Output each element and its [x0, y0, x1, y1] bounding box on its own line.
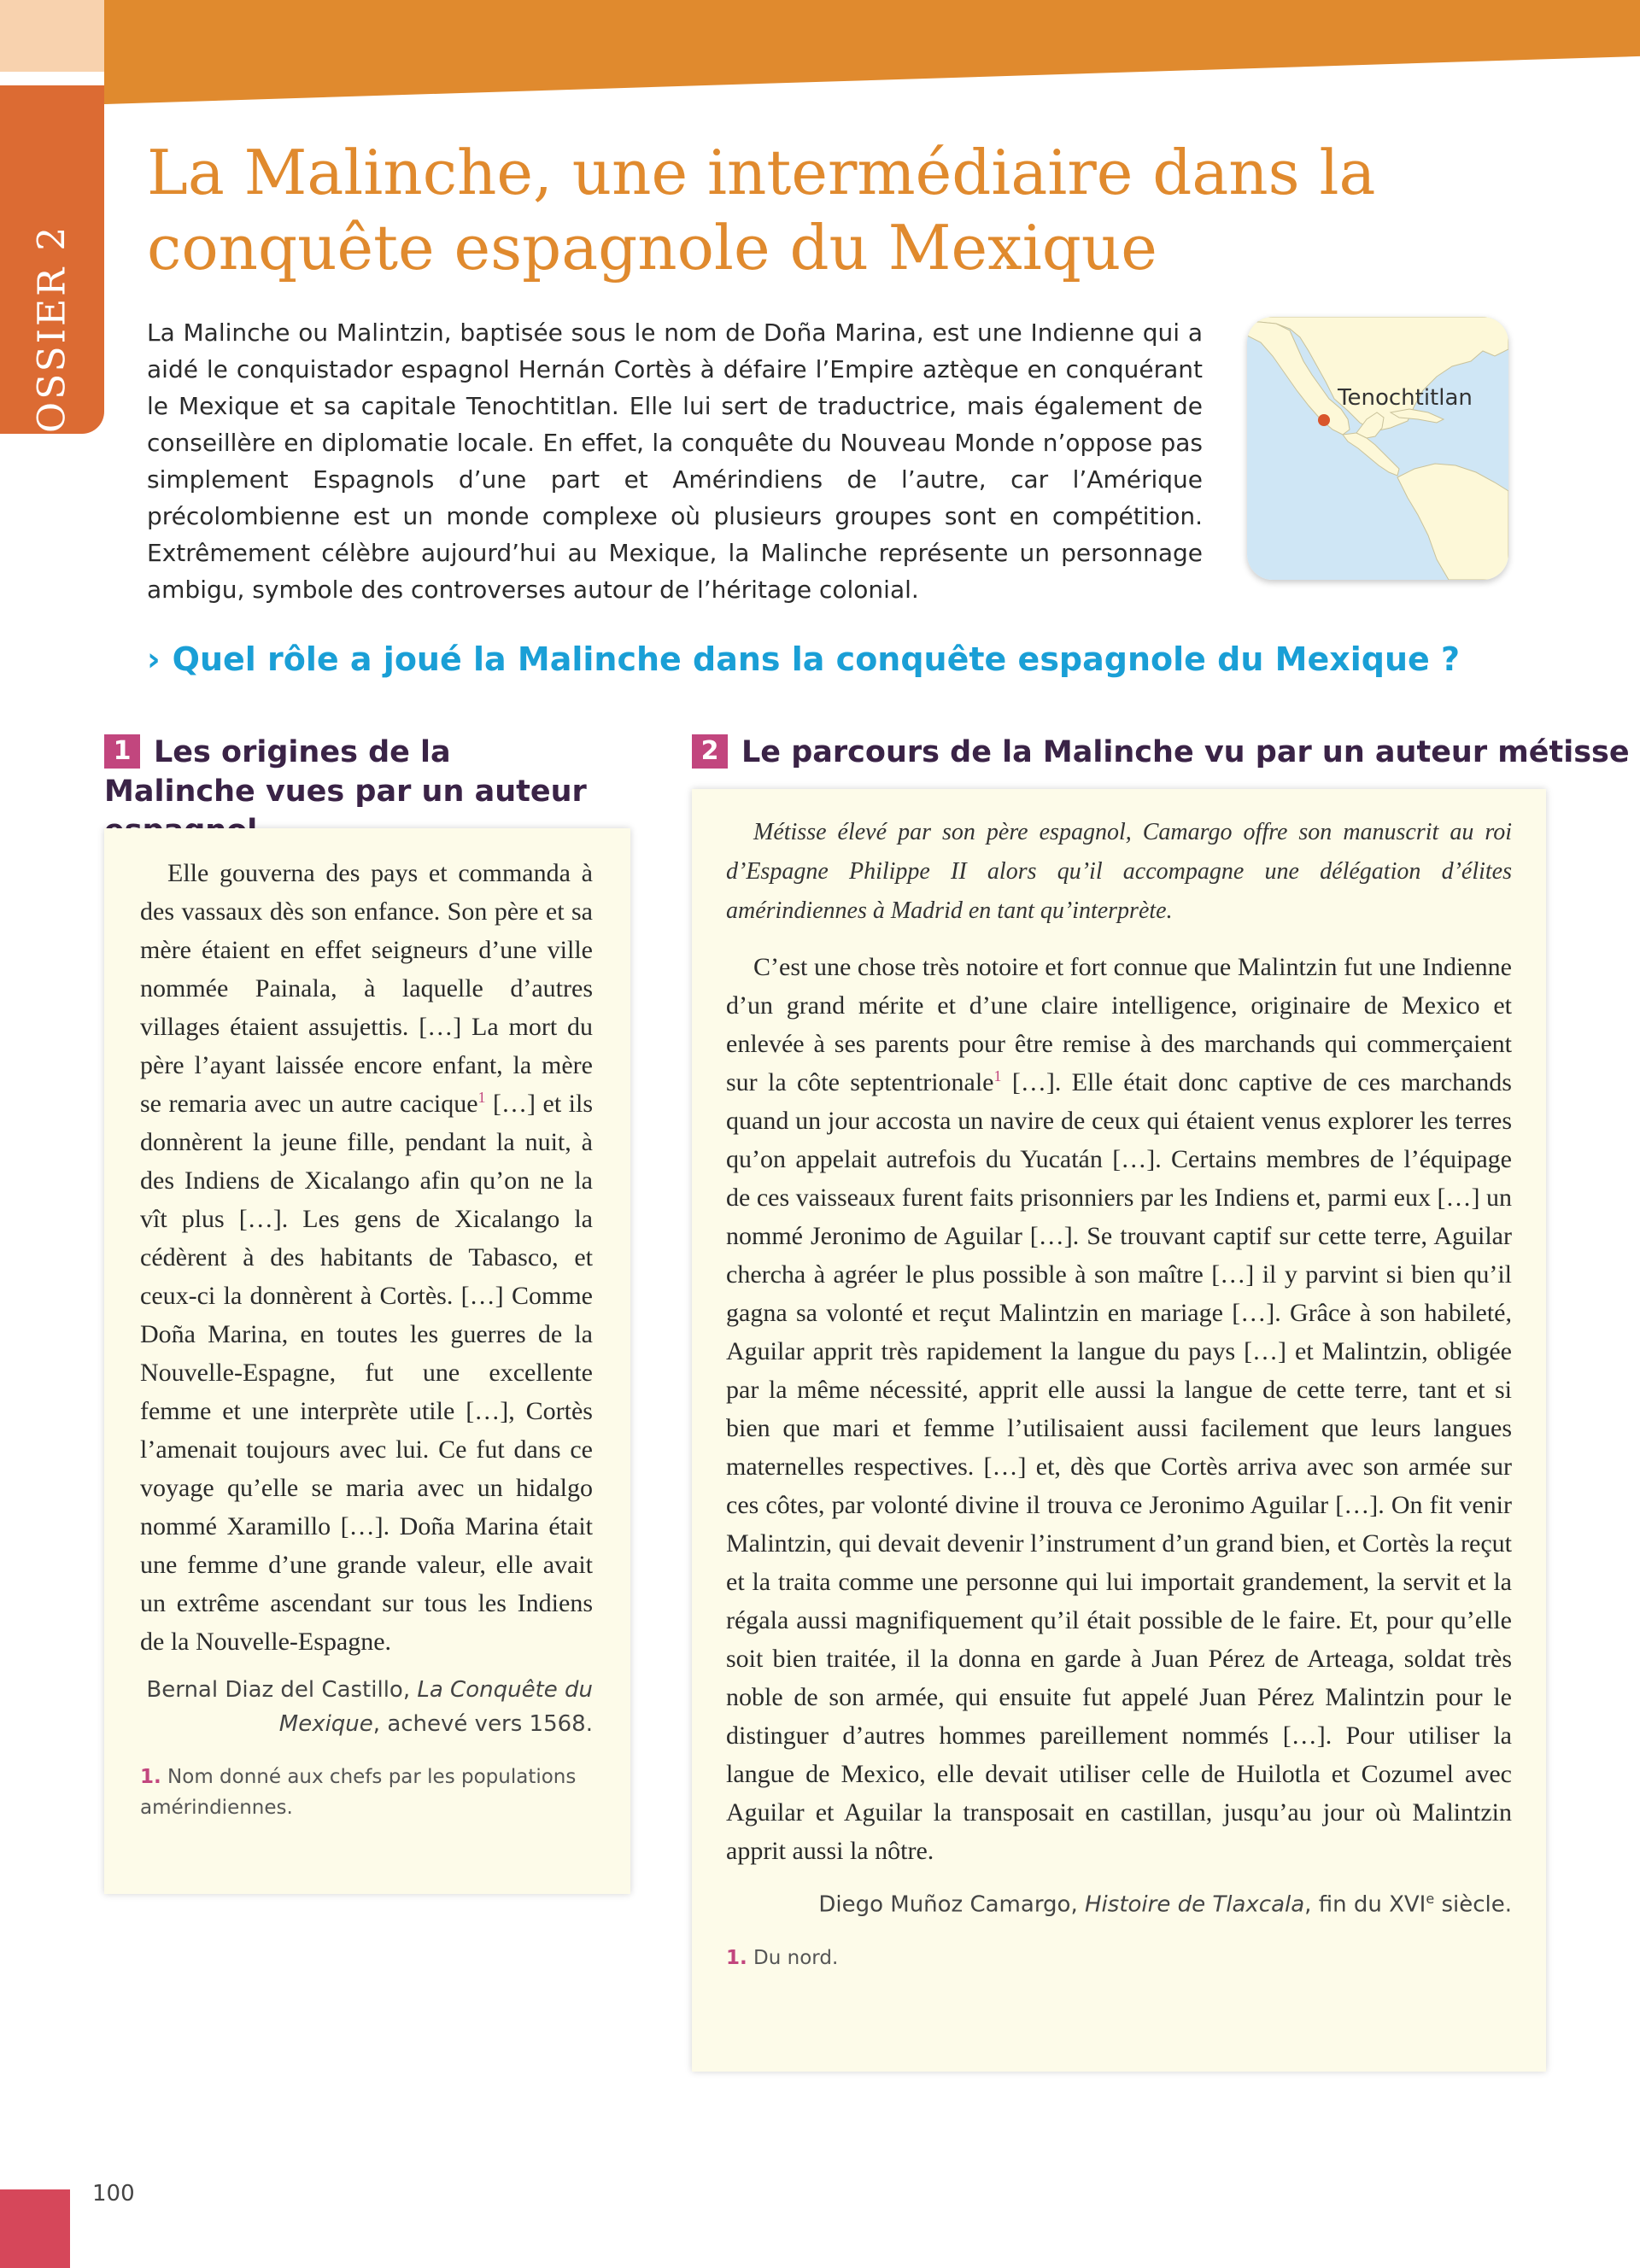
doc2-note-number: 1. — [726, 1946, 747, 1969]
dossier-tab — [0, 85, 104, 466]
doc2-text-part-a: C’est une chose très notoire et fort connue que Malintzin fut une Indienne d’un grand mérite et d’une claire intelligence, originaire de Mexico et enlevée à ses parents pour être remise à des marchands qui commerçaient sur la côte septentrionale — [726, 953, 1512, 1096]
doc1-footnote-ref: 1 — [477, 1089, 486, 1106]
doc2-source — [726, 1882, 1512, 1922]
chevron-right-icon: › — [147, 640, 161, 678]
doc1-heading-text: Les origines de la Malinche vues par un auteur — [104, 735, 587, 809]
doc2-footnote-ref: 1 — [993, 1067, 1002, 1084]
doc2-source-title: Histoire de Tlaxcala — [1085, 1891, 1305, 1918]
doc1-source-date: , achevé vers 1568. — [372, 1711, 593, 1737]
doc1-text-part-b: […] et ils donnèrent la jeune fille, pendant la nuit, à des Indiens de Xicalango afin qu’on ne la vît plus […]. Les gens de Xicalango la cédèrent à des habitants de Tabasco, et ceux-ci la donnèrent à Cortès. […] Comme Doña Marina, en toutes les guerres de la Nouvelle-Espagne, fut une excellente femme et une interprète utile […], Cortès l’amenait toujours avec lui. Ce fut dans ce voyage qu’elle se maria avec un hidalgo nommé Xaramillo […]. Doña Marina était une femme d’une grande valeur, elle avait un extrême ascendant sur tous les Indiens de la Nouvelle-Espagne. — [140, 1090, 593, 1656]
doc1-note-text: Nom donné aux chefs par les populations amérindiennes. — [140, 1766, 577, 1819]
key-question-text: Quel rôle a joué la Malinche dans la conquête espagnole du Mexique ? — [172, 640, 1461, 678]
doc2-source-date: , fin du XVI — [1304, 1891, 1426, 1918]
doc2-intro: Métisse élevé par son père espagnol, Camargo offre son manuscrit au roi d’Espagne Philippe II alors qu’il accompagne une délégation d’élites amérindiennes à Madrid en tant qu’interprète. — [726, 819, 1512, 924]
tenochtitlan-marker — [1318, 414, 1330, 426]
doc2-box — [692, 789, 1546, 2072]
map-graphic — [1247, 317, 1508, 580]
doc2-text-part-b: […]. Elle était donc captive de ces marchands quand un jour accosta un navire de ceux qui étaient venus explorer les terres qu’on appelait autrefois du Yucatán […]. Certains membres de l’équipage de ces vaisseaux furent faits prisonniers par les Indiens et, parmi eux […] un nommé Jeronimo de Aguilar […]. Se trouvant captif sur cette terre, Aguilar chercha à agréer le plus possible à son maître […] il y parvint si bien qu’il gagna sa volonté et reçut Malintzin en mariage […]. Grâce à son habileté, Aguilar apprit très rapidement la langue du pays […] et Malintzin, obligée par la même nécessité, apprit elle aussi la langue de cette terre, tant et si bien que mari et femme l’utilisaient aussi facilement que leurs langues maternelles respectives. […] et, dès que Cortès arriva avec son armée sur ces côtes, par volonté divine il trouva ce Jeronimo Aguilar […]. On fit venir Malintzin, qui devait devenir l’instrument d’un grand bien, et Cortès la reçut et la traita comme une personne qui lui importait grandement, la servit et la régala aussi magnifiquement qu’il était possible de le faire. Et, pour qu’elle soit bien traitée, il la donna en garde à Juan Pérez de Arteaga, soldat très noble de son armée, qui ensuite fut appelé Juan Pérez Malintzin pour le distinguer d’autres hommes pareillement nommés […]. Pour utiliser la langue de Mexico, elle devait utiliser celle de Huilotla et Cozumel avec Aguilar et Aguilar la transposait en castillan, jusqu’au jour où Malintzin apprit aussi la nôtre. — [726, 1068, 1512, 1865]
doc1-source — [140, 1673, 593, 1741]
doc1-text — [140, 854, 593, 1661]
header-band-corner — [0, 0, 104, 72]
doc1-source-author: Bernal Diaz del Castillo, — [146, 1677, 418, 1703]
doc1-note — [140, 1762, 593, 1823]
doc1-number-badge: 1 — [104, 734, 140, 769]
doc2-heading — [692, 733, 1630, 772]
locator-map — [1247, 317, 1508, 580]
doc2-note — [726, 1943, 1512, 1973]
intro-paragraph: La Malinche ou Malintzin, baptisée sous le nom de Doña Marina, est une Indienne qui a aidé le conquistador espagnol Hernán Cortès à défaire l’Empire aztèque en conquérant le Mexique et sa capitale Tenochtitlan. Elle lui sert de traductrice, mais également de conseillère en diplomatie locale. En effet, la conquête du Nouveau Monde n’oppose pas simplement Espagnols d’une part et Amérindiens de l’autre, car l’Amérique précolombienne est un monde complexe où plusieurs groupes sont en compétition. Extrêmement célèbre aujourd’hui au Mexique, la Malinche représente un personnage ambigu, symbole des controverses autour de l’héritage colonial. — [147, 319, 1203, 604]
footer-bar — [0, 2189, 70, 2268]
doc2-source-date-end: siècle. — [1434, 1891, 1512, 1918]
page-title: La Malinche, une intermédiaire dans la conquête espagnole du Mexique — [147, 137, 1376, 284]
page-number: 100 — [92, 2181, 135, 2207]
dossier-tab-label: DOSSIER 2 — [30, 224, 74, 466]
doc2-number-badge: 2 — [692, 734, 728, 769]
map-label-tenochtitlan: Tenochtitlan — [1338, 385, 1473, 411]
doc1-note-number: 1. — [140, 1766, 161, 1788]
doc1-box — [104, 828, 630, 1894]
doc2-text — [726, 948, 1512, 1870]
doc1-text-part-a: Elle gouverna des pays et commanda à des vassaux dès son enfance. Son père et sa mère étaient en effet seigneurs d’une ville nommée Painala, à laquelle d’autres villages étaient assujettis. […] La mort du père l’ayant laissée encore enfant, la mère se remaria avec un autre cacique — [140, 859, 593, 1118]
doc1-source-title: La Conquête du Mexique — [278, 1677, 593, 1737]
key-question — [147, 640, 1460, 678]
doc2-note-text: Du nord. — [747, 1946, 839, 1969]
doc2-source-author: Diego Muñoz Camargo, — [818, 1891, 1085, 1918]
doc2-source-sup: e — [1426, 1891, 1435, 1907]
header-band — [104, 0, 1640, 104]
doc2-heading-text: Le parcours de la Malinche vu par un auteur métisse — [741, 735, 1630, 769]
